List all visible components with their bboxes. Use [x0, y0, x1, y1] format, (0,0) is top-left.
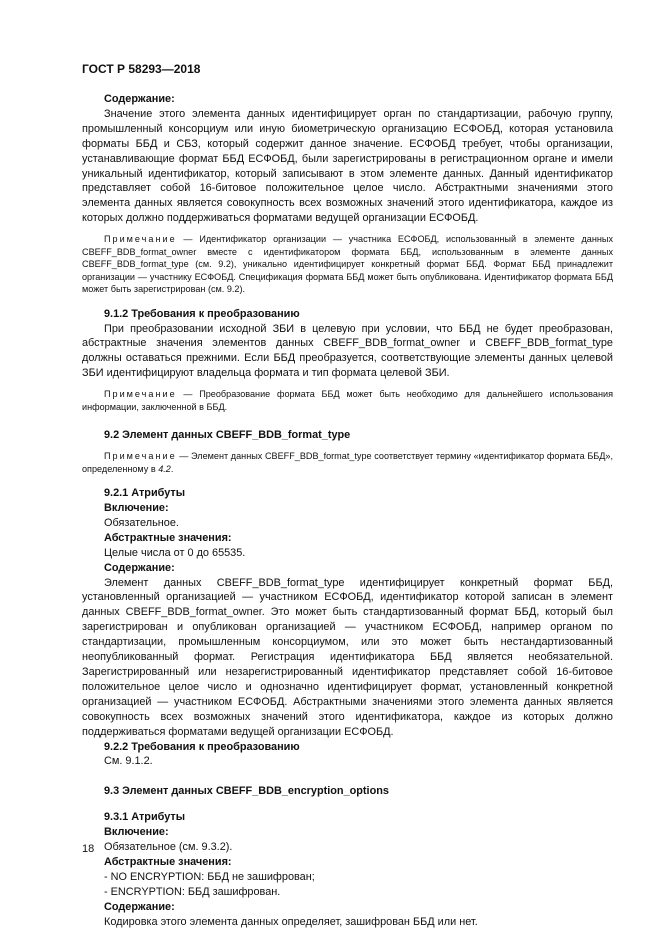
page-content — [82, 92, 613, 929]
note-end: . — [170, 463, 174, 474]
list-item: - ENCRYPTION: ББД зашифрован. — [104, 885, 281, 898]
note-text: — Идентификатор организации — участника ЕСФОБД, использованный в элементе данных CBEFF_BDB_format_owner вместе с идентификатором формата ББД, использованным в элементе данных CBEFF_BDB_format_type (см. 9.2), уникально идентифицирует конкретный формат ББД. Формат ББД принадлежит организации — участнику ЕСФОБД. Спецификация формата ББД может быть опубликована. Идентификатор формата ББД может быть зарегистрирован (см. 9.2). — [82, 234, 613, 295]
note-text: — Преобразование формата ББД может быть необходимо для дальнейшего использования информации, заключенной в ББД. — [82, 389, 613, 412]
inclusion-value: Обязательное. — [104, 516, 179, 529]
section-9-2-2-heading: 9.2.2 Требования к преобразованию — [104, 740, 300, 753]
standard-header: ГОСТ Р 58293—2018 — [82, 62, 201, 76]
abstract-values-label: Абстрактные значения: — [104, 855, 232, 868]
content-paragraph: Значение этого элемента данных идентифицирует орган по стандартизации, рабочую группу, промышленный консорциум или иную биометрическую организацию ЕСФОБД, которая установила форматы ББД и СБЗ, который содержит данное значение. ЕСФОБД требует, чтобы организации, устанавливающие формат ББД ЕСФОБД, были зарегистрированы в регистрационном органе и имели уникальный идентификатор, который записывают в этом элементе данных. Данный идентификатор представляет собой 16-битовое положительное целое число. Абстрактными значениями этого элемента данных является совокупность всех возможных значений этого идентификатора, каждое из которых должно поддерживаться форматами ведущей организации ЕСФОБД. — [82, 107, 613, 225]
note-format-conversion — [82, 388, 613, 413]
format-type-content-paragraph: Элемент данных CBEFF_BDB_format_type идентифицирует конкретный формат ББД, установленный организацией — участником ЕСФОБД, идентификатор которой записан в элемент данных CBEFF_BDB_format_owner. Это может быть стандартизованный формат ББД, который был зарегистрирован и опубликован организацией — участником ЕСФОБД, например органом по стандартизации, промышленным консорциумом, или это может быть нестандартизованный неопубликованный формат. Регистрация идентификатора ББД является необязательной. Зарегистрированный или незарегистрированный идентификатор представляет собой 16-битовое положительное целое число и однозначно идентифицирует формат, установленный конкретной организацией — участником ЕСФОБД. Абстрактными значениями этого элемента данных является совокупность всех возможных значений этого идентификатора, каждое из которых должно поддерживаться форматами ведущей организации ЕСФОБД. — [82, 576, 613, 738]
note-label: Примечание — [104, 234, 177, 245]
inclusion-label: Включение: — [104, 502, 169, 514]
inclusion-value: Обязательное (см. 9.3.2). — [104, 841, 233, 854]
page-number: 18 — [82, 843, 95, 855]
note-org-identifier — [82, 233, 613, 296]
inclusion-label: Включение: — [104, 826, 169, 839]
note-format-type — [82, 450, 613, 475]
section-9-1-2-paragraph: При преобразовании исходной ЗБИ в целевую при условии, что ББД не будет преобразован, абстрактные значения элементов данных CBEFF_BDB_format_owner и CBEFF_BDB_format_type должны оставаться прежними. Если ББД преобразуется, соответствующие элементы данных целевой ЗБИ идентифицируют владельца формата и тип формата целевой ЗБИ. — [82, 322, 613, 380]
note-text: — Элемент данных CBEFF_BDB_format_type соответствует термину «идентификатор формата ББД», определенному в — [82, 451, 613, 474]
section-9-2-2-body: См. 9.1.2. — [104, 755, 153, 768]
note-reference: 4.2 — [158, 463, 171, 474]
note-label: Примечание — [104, 389, 177, 400]
content-label: Содержание: — [104, 900, 175, 913]
section-9-3-1-heading: 9.3.1 Атрибуты — [104, 811, 186, 824]
section-9-2-1-heading: 9.2.1 Атрибуты — [104, 487, 186, 500]
list-item: - NO ENCRYPTION: ББД не зашифрован; — [104, 870, 315, 883]
content-heading: Содержание: — [104, 93, 175, 105]
section-9-3-heading: 9.3 Элемент данных CBEFF_BDB_encryption_options — [104, 785, 389, 798]
section-9-2-heading: 9.2 Элемент данных CBEFF_BDB_format_type — [104, 429, 351, 442]
content-label: Содержание: — [104, 561, 175, 574]
abstract-values-value: Целые числа от 0 до 65535. — [104, 546, 246, 559]
encryption-content-paragraph: Кодировка этого элемента данных определяет, зашифрован ББД или нет. — [104, 915, 478, 928]
note-label: Примечание — [104, 451, 177, 462]
abstract-values-label: Абстрактные значения: — [104, 531, 232, 544]
section-9-1-2-heading: 9.1.2 Требования к преобразованию — [104, 307, 300, 320]
